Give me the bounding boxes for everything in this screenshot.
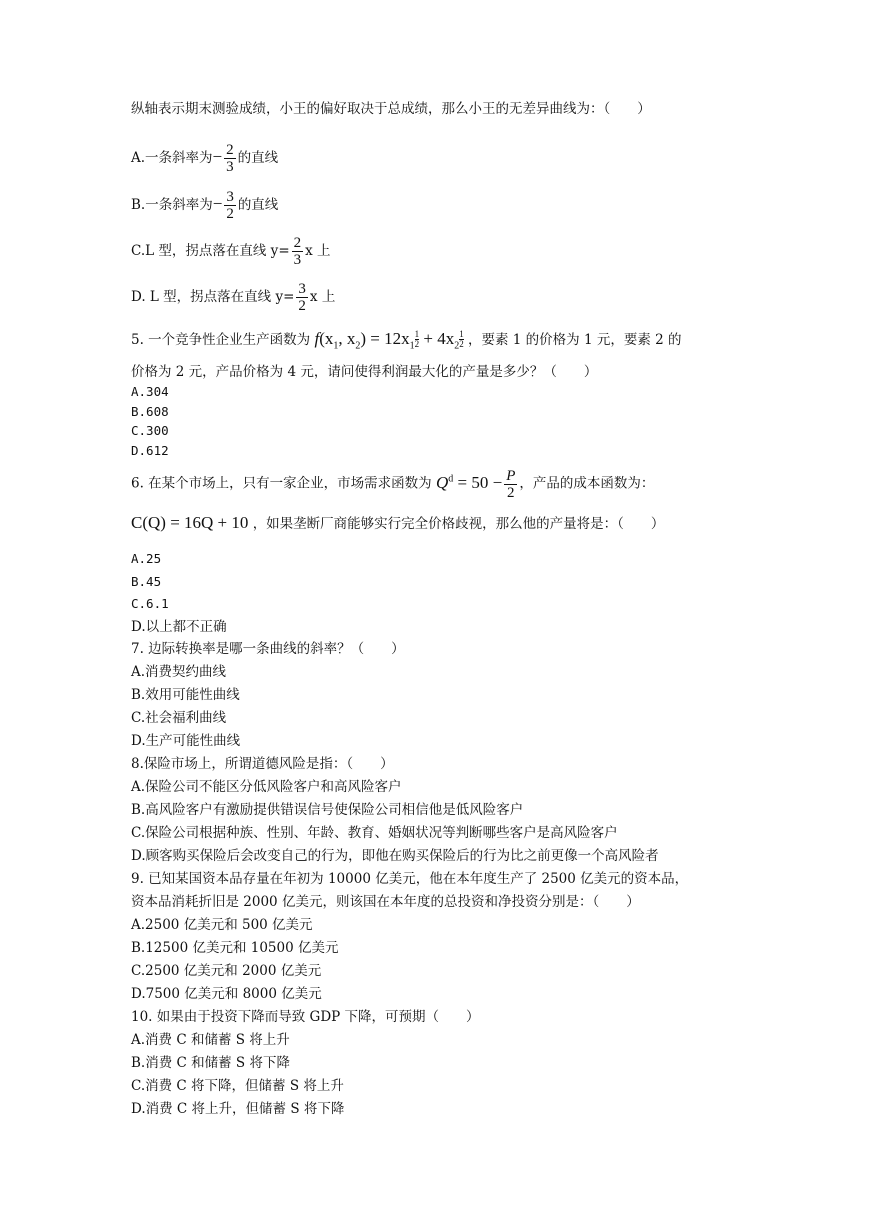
q7-option-b[interactable]: B.效用可能性曲线	[131, 687, 240, 704]
q9-option-c[interactable]: C.2500 亿美元和 2000 亿美元	[131, 963, 322, 980]
fraction: $\frac{2}{3}$	[293, 234, 302, 268]
q9-stem: 9. 已知某国资本品存量在年初为 10000 亿美元，他在本年度生产了 2500 亿美元的资本品，	[131, 871, 689, 888]
q4-option-a[interactable]: A.一条斜率为− $\frac{2}{3}$ 的直线	[131, 141, 279, 175]
q5-option-d[interactable]: D.612	[131, 442, 169, 458]
q6-options	[131, 548, 741, 638]
production-function: $f(x_1$, $x_2) = 12x_1$ $\frac{1}{2}$ + $4x_2$ $\frac{1}{2}$	[314, 328, 464, 351]
fraction: $\frac{3}{2}$	[298, 280, 306, 314]
q5-option-a[interactable]: A.304	[131, 384, 169, 400]
q8-option-c[interactable]: C.保险公司根据种族、性别、年龄、教育、婚姻状况等判断哪些客户是高风险客户	[131, 825, 618, 842]
q6-option-d[interactable]: D.以上都不正确	[131, 618, 227, 635]
q4-stem: 纵轴表示期末测验成绩，小王的偏好取决于总成绩，那么小王的无差异曲线为：（ ）	[131, 101, 651, 117]
q7-option-c[interactable]: C.社会福利曲线	[131, 710, 227, 727]
q7-option-d[interactable]: D.生产可能性曲线	[131, 733, 241, 750]
q6-option-c[interactable]: C.6.1	[131, 596, 169, 612]
q4-option-c[interactable]: C.L 型，拐点落在直线 y= $\frac{2}{3}$ x 上	[131, 234, 331, 268]
q10-option-b[interactable]: B.消费 C 和储蓄 S 将下降	[131, 1055, 290, 1072]
q10-option-d[interactable]: D.消费 C 将上升，但储蓄 S 将下降	[131, 1101, 345, 1118]
q5-stem-line2: 价格为 2 元，产品价格为 4 元，请问使得利润最大化的产量是多少？（ ）	[131, 363, 598, 380]
q8-option-b[interactable]: B.高风险客户有激励提供错误信号使保险公司相信他是低风险客户	[131, 802, 524, 819]
q9-option-b[interactable]: B.12500 亿美元和 10500 亿美元	[131, 940, 339, 957]
q8-option-d[interactable]: D.顾客购买保险后会改变自己的行为，即他在购买保险后的行为比之前更像一个高风险者	[131, 848, 659, 865]
q5-option-b[interactable]: B.608	[131, 403, 169, 419]
q9-stem-line2: 资本品消耗折旧是 2000 亿美元，则该国在本年度的总投资和净投资分别是：（ ）	[131, 894, 640, 911]
q6-option-a[interactable]: A.25	[131, 551, 162, 567]
fraction: $\frac{2}{3}$	[226, 141, 234, 175]
q5-options	[131, 382, 741, 460]
q7-option-a[interactable]: A.消费契约曲线	[131, 664, 227, 681]
q10-option-a[interactable]: A.消费 C 和储蓄 S 将上升	[131, 1032, 290, 1049]
q5-stem: 5. 一个竞争性企业生产函数为 $f(x_1$, $x_2) = 12x_1$ $\frac{1}{2}$ + $4x_2$ $\frac{1}{2}$ ，要素 1 的价格为 1 元，要素 2 的	[131, 328, 682, 351]
q6-stem-line2: C(Q) = 16Q + 10 ，如果垄断厂商能够实行完全价格歧视，那么他的产量将是：（ ）	[131, 513, 665, 533]
demand-function: $Q^d = 50$ −	[435, 473, 503, 493]
q10-option-c[interactable]: C.消费 C 将下降，但储蓄 S 将上升	[131, 1078, 344, 1095]
q8-option-a[interactable]: A.保险公司不能区分低风险客户和高风险客户	[131, 779, 402, 796]
q7-stem: 7. 边际转换率是哪一条曲线的斜率？（ ）	[131, 641, 405, 658]
q6-option-b[interactable]: B.45	[131, 573, 162, 589]
q4-option-b[interactable]: B.一条斜率为− $\frac{3}{2}$ 的直线	[131, 188, 279, 222]
q6-stem: 6. 在某个市场上，只有一家企业，市场需求函数为 $Q^d = 50$ − $\frac{P}{2}$ ，产品的成本函数为：	[131, 468, 655, 502]
cost-function: C(Q) = 16Q + 10	[131, 513, 249, 533]
q10-stem: 10. 如果由于投资下降而导致 GDP 下降，可预期（ ）	[131, 1009, 480, 1026]
q9-option-a[interactable]: A.2500 亿美元和 500 亿美元	[131, 917, 313, 934]
fraction: $\frac{3}{2}$	[226, 188, 234, 222]
q8-stem: 8.保险市场上，所谓道德风险是指：（ ）	[131, 756, 394, 773]
q9-option-d[interactable]: D.7500 亿美元和 8000 亿美元	[131, 986, 322, 1003]
q5-option-c[interactable]: C.300	[131, 423, 169, 439]
exam-page	[131, 100, 741, 1121]
fraction: $\frac{P}{2}$	[506, 468, 516, 502]
q4-option-d[interactable]: D. L 型，拐点落在直线 y= $\frac{3}{2}$ x 上	[131, 280, 336, 314]
